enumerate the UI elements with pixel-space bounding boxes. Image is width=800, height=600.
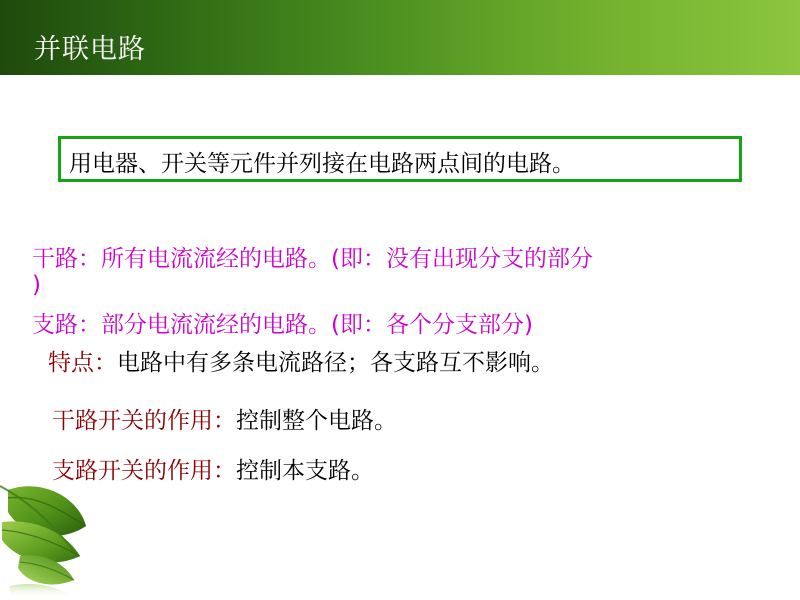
page-title: 并联电路 — [34, 34, 146, 65]
slide-header-banner — [0, 0, 800, 75]
main-switch-line — [52, 402, 397, 435]
branch-path-line: 支路：部分电流流经的电路。(即：各个分支部分) — [32, 312, 533, 338]
definition-text: 用电器、开关等元件并列接在电路两点间的电路。 — [69, 151, 575, 177]
leaf-icon — [0, 460, 180, 600]
main-switch-text: 控制整个电路。 — [236, 408, 397, 434]
feature-line — [48, 344, 554, 377]
main-switch-label: 干路开关的作用： — [52, 408, 236, 434]
feature-text: 电路中有多条电流路径；各支路互不影响。 — [117, 350, 554, 376]
branch-switch-text: 控制本支路。 — [236, 458, 374, 484]
definition-box — [58, 136, 742, 182]
leaf-decoration — [0, 460, 180, 600]
feature-label: 特点： — [48, 350, 117, 376]
main-path-line-2: ) — [32, 272, 41, 298]
branch-switch-label: 支路开关的作用： — [52, 458, 236, 484]
main-path-line-1: 干路：所有电流流经的电路。(即：没有出现分支的部分 — [32, 246, 593, 272]
